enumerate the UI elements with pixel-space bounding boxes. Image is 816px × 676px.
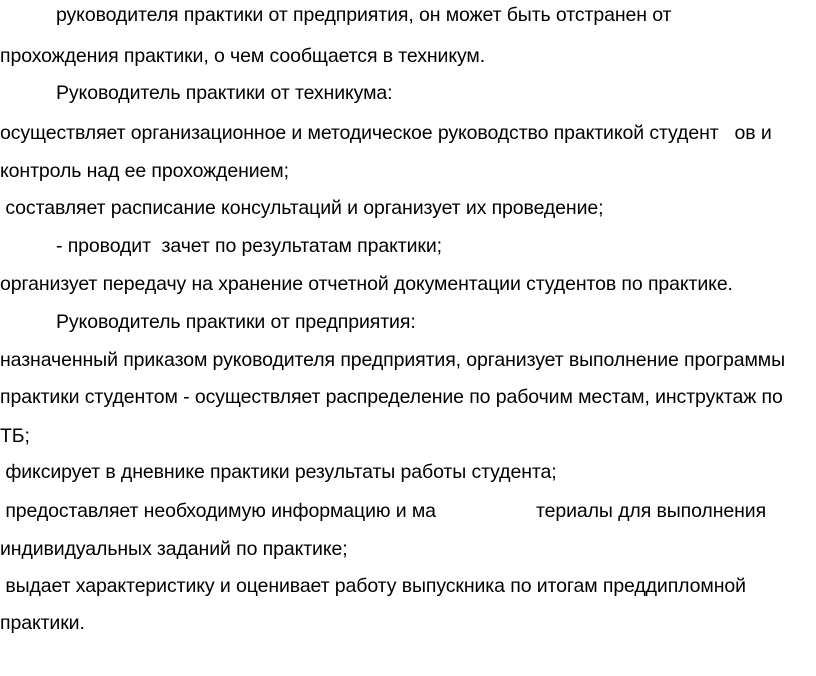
text-line: организует передачу на хранение отчетной документации студентов по практике. (0, 273, 733, 295)
text-line: ТБ; (0, 425, 30, 447)
text-line: практики. (0, 612, 85, 634)
text-line: выдает характеристику и оценивает работу выпускника по итогам преддипломной (0, 575, 746, 597)
text-line: практики студентом - осуществляет распределение по рабочим местам, инструктаж по (0, 386, 783, 408)
text-line: Руководитель практики от предприятия: (56, 311, 416, 333)
text-line: прохождения практики, о чем сообщается в техникум. (0, 45, 486, 67)
text-line: предоставляет необходимую информацию и ма (0, 500, 436, 522)
text-line: составляет расписание консультаций и организует их проведение; (0, 197, 604, 219)
text-line: назначенный приказом руководителя предприятия, организует выполнение программы (0, 349, 786, 371)
text-line: Руководитель практики от техникума: (56, 82, 393, 104)
text-line: индивидуальных заданий по практике; (0, 538, 348, 560)
text-line: фиксирует в дневнике практики результаты работы студента; (0, 461, 557, 483)
text-line: - проводит зачет по результатам практики; (56, 235, 442, 257)
text-line: контроль над ее прохождением; (0, 160, 289, 182)
text-line-continuation: териалы для выполнения (536, 500, 767, 522)
text-line: осуществляет организационное и методическое руководство практикой студент ов и (0, 122, 772, 144)
text-line: руководителя практики от предприятия, он может быть отстранен от (56, 4, 672, 26)
